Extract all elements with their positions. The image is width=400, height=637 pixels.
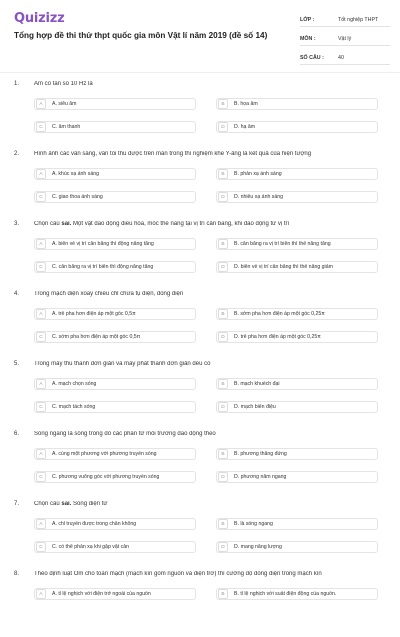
option-letter-badge: A (36, 99, 46, 109)
question-number: 3. (14, 221, 20, 227)
header-divider (0, 72, 400, 73)
option-text: B. cân bằng ra vị trí biên thì thế năng tăng (234, 241, 331, 247)
option-a[interactable] (34, 308, 196, 320)
question-text (34, 151, 389, 157)
option-letter-badge: A (36, 239, 46, 249)
question-number: 4. (14, 291, 20, 297)
question-item (0, 77, 400, 147)
worksheet-header (0, 0, 400, 72)
option-text: A. trễ pha hơn điện áp một góc 0,5π (52, 311, 136, 317)
option-text: A. khúc xạ ánh sáng (52, 171, 100, 177)
question-body: Hình ảnh các vân sáng, vân tối thu được trên màn trong thí nghiệm khe Y-âng là kết quả của hiện tượng (34, 151, 312, 157)
question-number: 8. (14, 571, 20, 577)
option-a[interactable] (34, 168, 196, 180)
question-text (34, 81, 389, 87)
option-c[interactable] (34, 121, 196, 133)
option-letter-badge: B (218, 589, 228, 599)
quizizz-logo: Quizizz (14, 11, 65, 26)
question-item (0, 217, 400, 287)
option-b[interactable] (216, 168, 378, 180)
question-item (0, 147, 400, 217)
option-text: B. mạch khuếch đại (234, 381, 280, 387)
option-letter-badge: D (218, 472, 228, 482)
option-text: A. biên về vị trí cân bằng thì động năng tăng (52, 241, 154, 247)
question-emphasis: sai. (61, 501, 72, 507)
option-letter-badge: C (36, 262, 46, 272)
option-letter-badge: A (36, 449, 46, 459)
question-text (34, 221, 389, 227)
option-text: D. biên về vị trí cân bằng thì thế năng giảm (234, 264, 333, 270)
option-letter-badge: D (218, 262, 228, 272)
option-text: D. phương nằm ngang (234, 474, 287, 480)
option-letter-badge: A (36, 169, 46, 179)
question-item (0, 287, 400, 357)
option-text: D. nhiễu xạ ánh sáng (234, 194, 284, 200)
option-letter-badge: A (36, 589, 46, 599)
option-letter-badge: D (218, 122, 228, 132)
option-text: C. cân bằng ra vị trí biên thì động năng tăng (52, 264, 154, 270)
meta-label: MÔN : (300, 35, 316, 42)
option-a[interactable] (34, 518, 196, 530)
question-item (0, 567, 400, 637)
meta-row-subject (300, 32, 390, 46)
option-b[interactable] (216, 308, 378, 320)
question-number: 6. (14, 431, 20, 437)
option-text: A. mạch chọn sóng (52, 381, 97, 387)
option-d[interactable] (216, 401, 378, 413)
option-text: B. họa âm (234, 101, 258, 107)
question-prefix: Chọn câu (34, 501, 62, 507)
option-c[interactable] (34, 331, 196, 343)
question-item (0, 497, 400, 567)
option-letter-badge: B (218, 169, 228, 179)
option-text: D. hạ âm (234, 124, 256, 130)
meta-value: 40 (338, 54, 344, 61)
option-d[interactable] (216, 261, 378, 273)
option-letter-badge: A (36, 519, 46, 529)
option-letter-badge: B (218, 379, 228, 389)
option-b[interactable] (216, 448, 378, 460)
option-letter-badge: B (218, 99, 228, 109)
question-text (34, 501, 389, 507)
option-d[interactable] (216, 471, 378, 483)
option-text: B. là sóng ngang (234, 521, 273, 527)
option-text: C. âm thanh (52, 124, 81, 130)
question-text (34, 291, 389, 297)
question-body: Trong máy thu thanh đơn giản và máy phát thanh đơn giản đều có (34, 361, 211, 367)
meta-row-class (300, 13, 390, 27)
question-body: Theo định luật Ôm cho toàn mạch (mạch kín gồm nguồn và điện trở) thì cường độ dòng điện trong mạch kín (34, 571, 322, 577)
option-letter-badge: D (218, 402, 228, 412)
question-text (34, 571, 389, 577)
option-c[interactable] (34, 191, 196, 203)
meta-value: Tốt nghiệp THPT (338, 16, 379, 23)
option-text: B. phương thẳng đứng (234, 451, 287, 457)
option-text: D. mạch biến điệu (234, 404, 276, 410)
question-prefix: Chọn câu (34, 221, 62, 227)
option-letter-badge: D (218, 542, 228, 552)
option-letter-badge: B (218, 449, 228, 459)
question-number: 7. (14, 501, 20, 507)
option-text: C. phương vuông góc với phương truyền sóng (52, 474, 160, 480)
option-letter-badge: D (218, 192, 228, 202)
option-letter-badge: C (36, 192, 46, 202)
meta-label: SỐ CÂU : (300, 54, 324, 61)
option-a[interactable] (34, 98, 196, 110)
option-text: C. có thể phản xạ khi gặp vật cản (52, 544, 129, 550)
option-letter-badge: D (218, 332, 228, 342)
option-b[interactable] (216, 518, 378, 530)
option-letter-badge: C (36, 542, 46, 552)
option-text: D. trễ pha hơn điện áp một góc 0,25π (234, 334, 321, 340)
option-a[interactable] (34, 378, 196, 390)
question-item (0, 427, 400, 497)
option-b[interactable] (216, 588, 378, 600)
meta-label: LỚP : (300, 16, 315, 23)
option-text: B. phản xạ ánh sáng (234, 171, 282, 177)
question-text (34, 431, 389, 437)
meta-row-count (300, 51, 390, 65)
option-letter-badge: B (218, 309, 228, 319)
option-d[interactable] (216, 541, 378, 553)
question-body: Âm có tần số 10 Hz là (34, 81, 93, 87)
question-body: Sóng ngang là sóng trong đó các phần tử môi trường dao động theo (34, 431, 216, 437)
question-item (0, 357, 400, 427)
option-letter-badge: C (36, 472, 46, 482)
question-emphasis: sai. (61, 221, 72, 227)
option-letter-badge: C (36, 122, 46, 132)
page-title: Tổng hợp đề thi thử thpt quốc gia môn Vật lí năm 2019 (đề số 14) (14, 31, 268, 40)
option-letter-badge: B (218, 239, 228, 249)
meta-value: Vật lý (338, 35, 352, 42)
question-body: Trong mạch điện xoay chiều chỉ chứa tụ điện, dòng điện (34, 291, 184, 297)
question-list (0, 77, 400, 637)
option-text: A. siêu âm (52, 101, 77, 107)
option-letter-badge: C (36, 332, 46, 342)
option-letter-badge: C (36, 402, 46, 412)
option-c[interactable] (34, 541, 196, 553)
option-d[interactable] (216, 191, 378, 203)
option-c[interactable] (34, 471, 196, 483)
option-text: D. mang năng lượng (234, 544, 282, 550)
option-b[interactable] (216, 238, 378, 250)
question-number: 5. (14, 361, 20, 367)
option-c[interactable] (34, 261, 196, 273)
option-a[interactable] (34, 448, 196, 460)
question-text (34, 361, 389, 367)
option-text: C. giao thoa ánh sáng (52, 194, 103, 200)
option-text: C. sớm pha hơn điện áp một góc 0,5π (52, 334, 141, 340)
option-a[interactable] (34, 238, 196, 250)
question-number: 1. (14, 81, 20, 87)
worksheet-meta (300, 13, 390, 70)
option-d[interactable] (216, 331, 378, 343)
option-text: B. tỉ lệ nghịch với suất điện động của nguồn. (234, 591, 337, 597)
question-number: 2. (14, 151, 20, 157)
option-text: A. chỉ truyền được trong chân không (52, 521, 137, 527)
option-b[interactable] (216, 378, 378, 390)
option-letter-badge: B (218, 519, 228, 529)
option-text: B. sớm pha hơn điện áp một góc 0,25π (234, 311, 325, 317)
question-body: Một vật dao động điều hòa, mốc thế năng tại vị trí cân bằng, khi dao động từ vị trí (71, 221, 290, 227)
option-text: A. cùng một phương với phương truyền sóng (52, 451, 157, 457)
option-text: C. mạch tách sóng (52, 404, 96, 410)
option-letter-badge: A (36, 309, 46, 319)
question-body: Sóng điện từ (71, 501, 108, 507)
option-b[interactable] (216, 98, 378, 110)
option-a[interactable] (34, 588, 196, 600)
option-letter-badge: A (36, 379, 46, 389)
option-text: A. tỉ lệ nghịch với điện trở ngoài của nguồn (52, 591, 151, 597)
option-d[interactable] (216, 121, 378, 133)
option-c[interactable] (34, 401, 196, 413)
